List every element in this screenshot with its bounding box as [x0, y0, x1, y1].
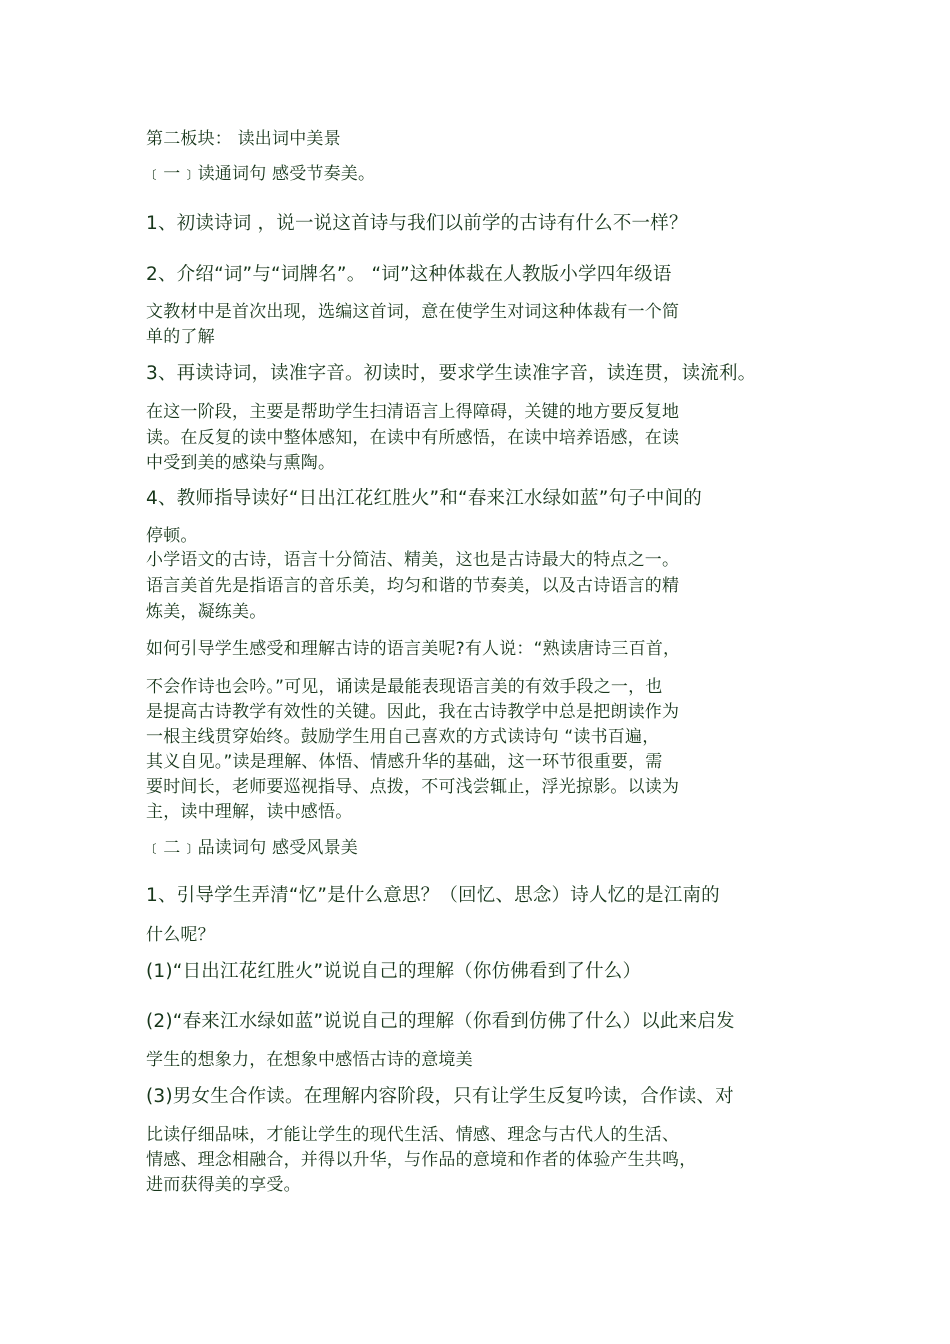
paragraph-line: 3、再读诗词，读准字音。初读时，要求学生读准字音，读连贯，读流利。 [146, 363, 757, 384]
paragraph-line: 情感、理念相融合，并得以升华，与作品的意境和作者的体验产生共鸣， [146, 1150, 697, 1170]
paragraph-line: 如何引导学生感受和理解古诗的语言美呢?有人说：“熟读唐诗三百首， [146, 639, 681, 659]
paragraph-line: 1、初读诗词 ，说一说这首诗与我们以前学的古诗有什么不一样？ [146, 213, 688, 234]
paragraph-line: 进而获得美的享受。 [146, 1175, 301, 1195]
paragraph-line: 停顿。 [146, 526, 198, 546]
paragraph-line: 主，读中理解，读中感悟。 [146, 802, 353, 822]
paragraph-line: 比读仔细品味，才能让学生的现代生活、情感、理念与古代人的生活、 [146, 1125, 680, 1145]
paragraph-line: (2)“春来江水绿如蓝”说说自己的理解（你看到仿佛了什么）以此来启发 [146, 1011, 735, 1032]
paragraph-line: 是提高古诗教学有效性的关键。因此，我在古诗教学中总是把朗读作为 [146, 702, 680, 722]
paragraph-line: 不会作诗也会吟。”可见，诵读是最能表现语言美的有效手段之一，也 [146, 677, 663, 697]
paragraph-line: 一根主线贯穿始终。鼓励学生用自己喜欢的方式读诗句 “读书百遍， [146, 727, 660, 747]
paragraph-line: 文教材中是首次出现，选编这首词，意在使学生对词这种体裁有一个简 [146, 302, 680, 322]
paragraph-line: 单的了解 [146, 327, 215, 347]
subsection-heading: ﹝一﹞读通词句 感受节奏美。 [146, 164, 376, 184]
subsection-heading: ﹝二﹞品读词句 感受风景美 [146, 838, 359, 858]
paragraph-line: 1、引导学生弄清“忆”是什么意思？（回忆、思念）诗人忆的是江南的 [146, 885, 720, 906]
section-heading: 第二板块： 读出词中美景 [146, 129, 341, 149]
paragraph-line: 语言美首先是指语言的音乐美，均匀和谐的节奏美，以及古诗语言的精 [146, 576, 680, 596]
paragraph-line: 要时间长，老师要巡视指导、点拨，不可浅尝辄止，浮光掠影。以读为 [146, 777, 680, 797]
paragraph-line: (3)男女生合作读。在理解内容阶段，只有让学生反复吟读，合作读、对 [146, 1086, 734, 1107]
paragraph-line: 什么呢？ [146, 925, 215, 945]
paragraph-line: 学生的想象力，在想象中感悟古诗的意境美 [146, 1050, 473, 1070]
paragraph-line: 小学语文的古诗，语言十分简洁、精美，这也是古诗最大的特点之一。 [146, 550, 680, 570]
paragraph-line: 读。在反复的读中整体感知，在读中有所感悟，在读中培养语感，在读 [146, 428, 680, 448]
paragraph-line: 在这一阶段，主要是帮助学生扫清语言上得障碍，关键的地方要反复地 [146, 402, 680, 422]
paragraph-line: 2、介绍“词”与“词牌名”。 “词”这种体裁在人教版小学四年级语 [146, 264, 672, 285]
paragraph-line: (1)“日出江花红胜火”说说自己的理解（你仿佛看到了什么） [146, 961, 642, 982]
paragraph-line: 4、教师指导读好“日出江花红胜火”和“春来江水绿如蓝”句子中间的 [146, 488, 703, 509]
paragraph-line: 中受到美的感染与熏陶。 [146, 453, 336, 473]
paragraph-line: 炼美，凝练美。 [146, 602, 267, 622]
paragraph-line: 其义自见。”读是理解、体悟、情感升华的基础，这一环节很重要，需 [146, 752, 663, 772]
